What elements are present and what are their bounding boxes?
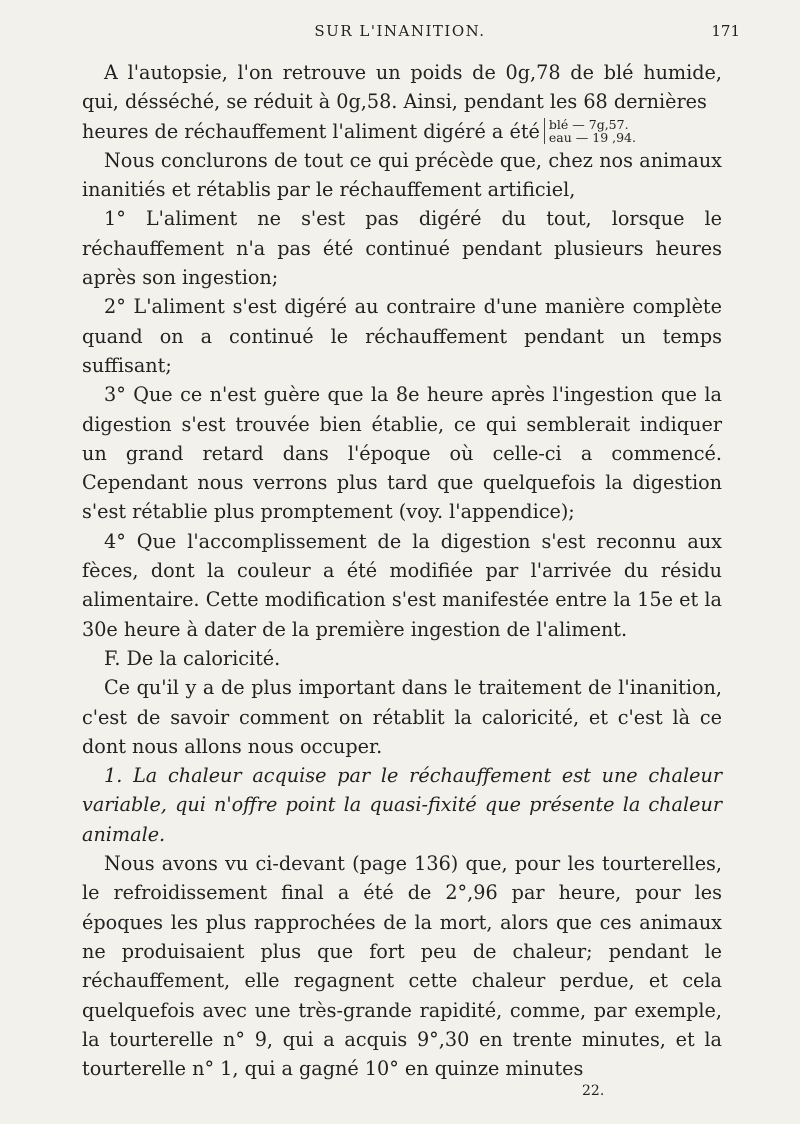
ratio-line xyxy=(82,117,722,146)
signature-mark: 22. xyxy=(582,1083,605,1099)
paragraph-point-4: 4° Que l'accomplissement de la digestion s'est reconnu aux fèces, dont la couleur a été modifiée par l'arrivée du résidu alimentaire. Cette modification s'est manifestée entre la 15e et la 30e heure à dater de la première ingestion de l'aliment. xyxy=(82,529,722,641)
paragraph-autopsy: A l'autopsie, l'on retrouve un poids de 0g,78 de blé humide, qui, désséché, se réduit à 0g,58. Ainsi, pendant les 68 dernières xyxy=(82,61,722,114)
running-title: SUR L'INANITION. xyxy=(314,22,486,40)
body-text xyxy=(82,58,722,1083)
ratio-ble: blé — 7g,57. xyxy=(548,116,629,132)
section-heading: F. De la caloricité. xyxy=(104,646,281,670)
ratio-line-text: heures de réchauffement l'aliment digéré a été xyxy=(82,119,540,143)
paragraph-point-2: 2° L'aliment s'est digéré au contraire d'une manière complète quand on a continué le réchauffement pendant un temps suffisant; xyxy=(82,295,722,377)
page-header xyxy=(60,18,740,44)
ratio-brace xyxy=(544,118,636,144)
proposition-1: 1. La chaleur acquise par le réchauffement est une chaleur variable, qui n'offre point la quasi-fixité que présente la chaleur animale. xyxy=(82,764,722,846)
paragraph-conclusion: Nous conclurons de tout ce qui précède que, chez nos animaux inanitiés et rétablis par le réchauffement artificiel, xyxy=(82,148,722,202)
paragraph-point-3: 3° Que ce n'est guère que la 8e heure après l'ingestion que la digestion s'est trouvée bien établie, ce qui semblerait indiquer un grand retard dans l'époque où celle-ci a commencé. Cependant nous verrons plus tard que quelquefois la digestion s'est rétablie plus promptement (voy. l'appendice); xyxy=(82,383,722,524)
page-number: 171 xyxy=(711,22,740,40)
paragraph-intro-caloricite: Ce qu'il y a de plus important dans le traitement de l'inanition, c'est de savoir comment on rétablit la caloricité, et c'est là ce dont nous allons nous occuper. xyxy=(82,676,722,758)
paragraph-tourterelles: Nous avons vu ci-devant (page 136) que, pour les tourterelles, le refroidissement final a été de 2°,96 par heure, pour les époques les plus rapprochées de la mort, alors que ces animaux ne produisaient plus que fort peu de chaleur; pendant le réchauffement, elle regagnent cette chaleur perdue, et cela quelquefois avec une très-grande rapidité, comme, par exemple, la tourterelle n° 9, qui a acquis 9°,30 en trente minutes, et la tourterelle n° 1, qui a gagné 10° en quinze minutes xyxy=(82,852,722,1081)
ratio-eau: eau — 19 ,94. xyxy=(548,129,636,145)
paragraph-point-1: 1° L'aliment ne s'est pas digéré du tout, lorsque le réchauffement n'a pas été continué pendant plusieurs heures après son ingestion; xyxy=(82,207,722,290)
